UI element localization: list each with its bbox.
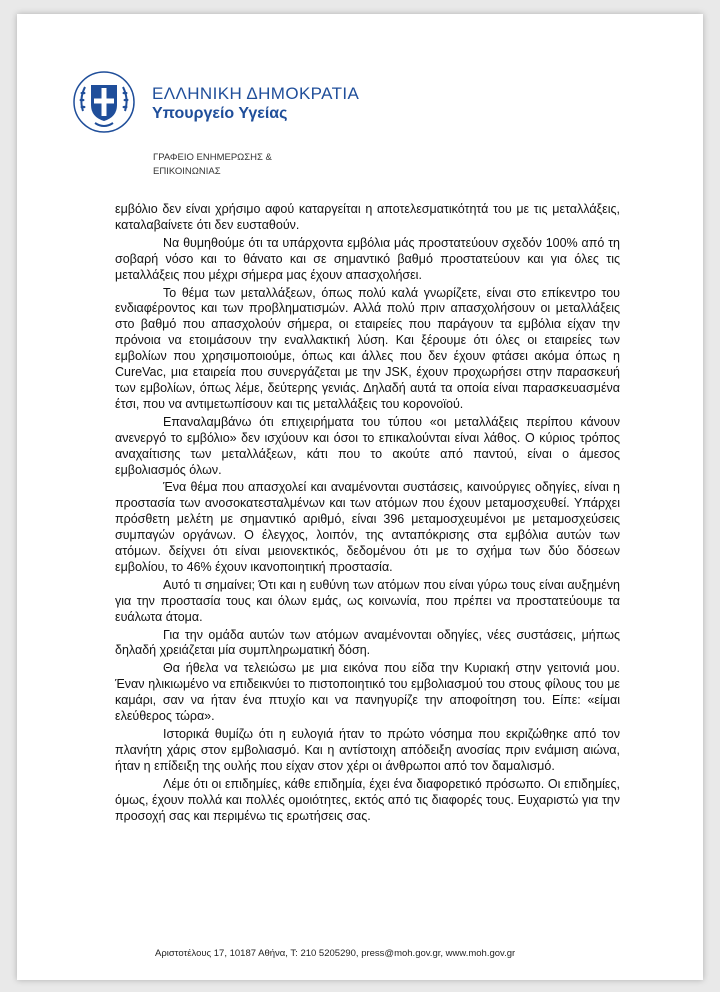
paragraph: Θα ήθελα να τελειώσω με μια εικόνα που είδα την Κυριακή στην γειτονιά μου. Έναν ηλικιωμένο να επιδεικνύει το πιστοποιητικό του εμβολιασμού του στους φίλους του με καμάρι, σαν να ήταν ένα πτυχίο και να πανηγυρίζε την αποφοίτηση του. Είπε: «είμαι ελεύθερος τώρα». bbox=[115, 661, 620, 724]
paragraph: Για την ομάδα αυτών των ατόμων αναμένονται οδηγίες, νέες συστάσεις, μήπως δηλαδή χρειάζεται μία συμπληρωματική δόση. bbox=[115, 627, 620, 658]
paragraph: Λέμε ότι οι επιδημίες, κάθε επιδημία, έχει ένα διαφορετικό πρόσωπο. Οι επιδημίες, όμως, έχουν πολλά και πολλές ομοιότητες, εκτός από τις διαφορές τους. Ευχαριστώ για την προσοχή σας και περιμένω τις ερωτήσεις σας. bbox=[115, 776, 620, 823]
document-page bbox=[17, 14, 703, 980]
paragraph: Επαναλαμβάνω ότι επιχειρήματα του τύπου «οι μεταλλάξεις περίπου κάνουν ανενεργό το εμβόλιο» δεν ισχύουν και όσοι το επικαλούνται είναι λάθος. Ο κύριος τρόπος αναχαίτισης των μεταλλάξεων, κάτι που το ακούτε από παντού, είναι ο άμεσος εμβολιασμός όλων. bbox=[115, 414, 620, 477]
paragraph: Αυτό τι σημαίνει; Ότι και η ευθύνη των ατόμων που είναι γύρω τους είναι αυξημένη για την προστασία τους και όλων εμάς, ως κοινωνία, που πρέπει να προστατεύουμε τα ευάλωτα άτομα. bbox=[115, 577, 620, 624]
greek-coat-of-arms-icon bbox=[73, 71, 135, 133]
paragraph: εμβόλιο δεν είναι χρήσιμο αφού καταργείται η αποτελεσματικότητά του με τις μεταλλάξεις, καταλαβαίνετε ότι δεν ευσταθούν. bbox=[115, 202, 620, 232]
paragraph: Να θυμηθούμε ότι τα υπάρχοντα εμβόλια μάς προστατεύουν σχεδόν 100% από τη σοβαρή νόσο και το θάνατο και σε σημαντικό βαθμό προστατεύουν και για όλες τις μεταλλάξεις που μέχρι σήμερα μας έχουν απασχολήσει. bbox=[115, 235, 620, 282]
office-name bbox=[153, 151, 303, 179]
footer-contact: Αριστοτέλους 17, 10187 Αθήνα, Τ: 210 5205290, press@moh.gov.gr, www.moh.gov.gr bbox=[155, 948, 516, 959]
paragraph: Ένα θέμα που απασχολεί και αναμένονται συστάσεις, καινούργιες οδηγίες, είναι η προστασία των ανοσοκατεσταλμένων και των ατόμων που έχουν μεταμοσχευθεί. Υπάρχει πρόσθετη μελέτη με σημαντικό αριθμό, είναι 396 μεταμοσχευμένοι με μεταμοσχεύσεις συμπαγών οργάνων. Ο έλεγχος, λοιπόν, της ανταπόκρισης στα εμβόλια αυτών των ατόμων. δείχνει ότι είναι μειονεκτικός, δεδομένου ότι με το σχήμα των δύο δόσεων εμβολίου, το 46% έχουν ικανοποιητική προστασία. bbox=[115, 480, 620, 574]
paragraph: Ιστορικά θυμίζω ότι η ευλογιά ήταν το πρώτο νόσημα που εκριζώθηκε από τον πλανήτη χάρις στον εμβολιασμό. Και η αντίστοιχη απόδειξη ανοσίας πριν ενάμιση αιώνα, ήταν η επίδειξη της ουλής που είχαν στον χέρι οι άνθρωποι από τον δαμαλισμό. bbox=[115, 727, 620, 773]
ministry-name: Υπουργείο Υγείας bbox=[152, 105, 288, 122]
document-body bbox=[115, 202, 620, 826]
office-line-2: ΕΠΙΚΟΙΝΩΝΙΑΣ bbox=[153, 166, 221, 177]
paragraph: Το θέμα των μεταλλάξεων, όπως πολύ καλά γνωρίζετε, είναι στο επίκεντρο του ενδιαφέροντος και των προβληματισμών. Αλλά πολύ πριν απασχολήσουν οι μεταλλάξεις στο βαθμό που απασχολούν σήμερα, οι εταιρείες που παράγουν τα εμβόλια είχαν την πρόνοια να ετοιμάσουν την εναλλακτική λύση. Και ξέρουμε ότι όλες οι εταιρείες των εμβολίων που χρησιμοποιούμε, όπως και άλλες που δεν έχουν φτάσει ακόμα όπως η CureVac, μια εταιρεία που συνεργάζεται με την JSK, έχουν προχωρήσει στην παρασκευή των εμβολίων, όπως λέμε, δεύτερης γενιάς. Δηλαδή αυτά τα οποία είναι παρασκευασμένα έτσι, που να αντιμετωπίσουν και τις μεταλλάξεις του κορονοϊού. bbox=[115, 285, 620, 411]
header-title: ΕΛΛΗΝΙΚΗ ΔΗΜΟΚΡΑΤΙΑ bbox=[152, 84, 360, 103]
office-line-1: ΓΡΑΦΕΙΟ ΕΝΗΜΕΡΩΣΗΣ & bbox=[153, 152, 272, 163]
